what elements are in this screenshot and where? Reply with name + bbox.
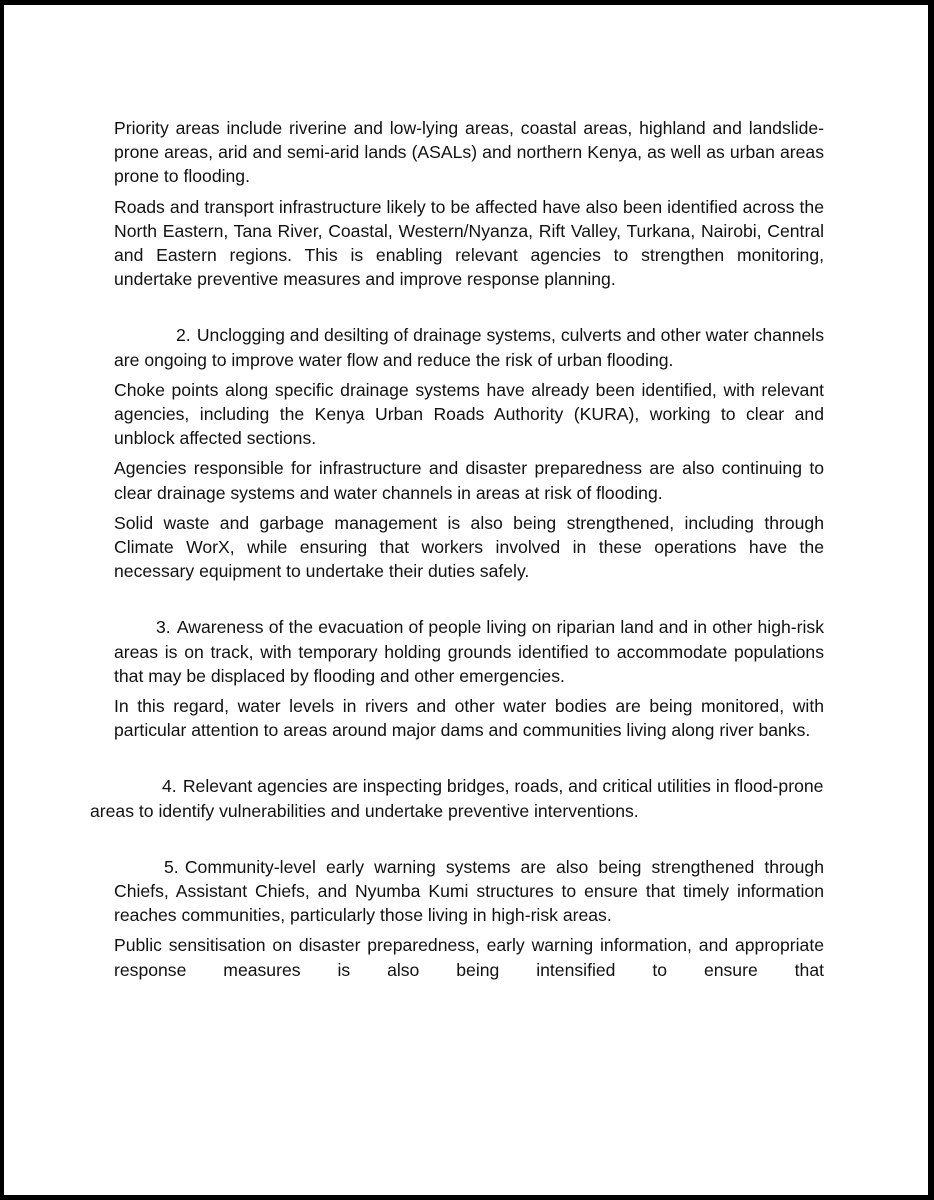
paragraph-text: Roads and transport infrastructure likely to be affected have also been identified across the North Eastern, Tana River, Coastal, Western/Nyanza, Rift Valley, Turkana, Nairobi, Central and Eastern regions. This is enabling relevant agencies to strengthen monitoring, undertake preventive measures and improve response planning. bbox=[114, 196, 824, 290]
paragraph-text: Unclogging and desilting of drainage systems, culverts and other water channels are ongoing to improve water flow and reduce the risk of urban flooding. bbox=[114, 325, 824, 370]
paragraph-text: Community-level early warning systems are also being strengthened through Chiefs, Assistant Chiefs, and Nyumba Kumi structures to ensure that timely information reaches communities, particularly those living in high-risk areas. bbox=[114, 856, 824, 926]
paragraph-text: Public sensitisation on disaster preparedness, early warning information, and appropriate response measures is also being intensified to ensure that bbox=[114, 935, 824, 980]
list-number: 4. bbox=[162, 776, 177, 797]
document-body bbox=[90, 116, 824, 982]
list-item-3 bbox=[114, 615, 824, 688]
paragraph-text: Awareness of the evacuation of people living on riparian land and in other high-risk areas is on track, with temporary holding grounds identified to accommodate populations that may be displaced by flooding and other emergencies. bbox=[114, 617, 824, 686]
list-number: 3. bbox=[156, 617, 171, 638]
paragraph-text: Choke points along specific drainage systems have already been identified, with relevant agencies, including the Kenya Urban Roads Authority (KURA), working to clear and unblock affected sections. bbox=[114, 379, 824, 449]
paragraph-text: Agencies responsible for infrastructure and disaster preparedness are also continuing to clear drainage systems and water channels in areas at risk of flooding. bbox=[114, 458, 824, 503]
list-item-4 bbox=[90, 774, 828, 822]
paragraph-text: In this regard, water levels in rivers and other water bodies are being monitored, with particular attention to areas around major dams and communities living along river banks. bbox=[114, 696, 824, 741]
paragraph-roads-transport bbox=[114, 195, 824, 292]
paragraph-agencies-clearing bbox=[114, 456, 824, 504]
list-number: 5. bbox=[164, 856, 179, 877]
document-page bbox=[4, 5, 928, 1195]
list-item-5 bbox=[114, 855, 824, 928]
paragraph-public-sensitisation bbox=[114, 933, 824, 981]
paragraph-priority-areas bbox=[114, 116, 824, 189]
paragraph-text: Relevant agencies are inspecting bridges, roads, and critical utilities in flood-prone areas to identify vulnerabilities and undertake preventive interventions. bbox=[90, 776, 824, 821]
paragraph-water-levels bbox=[114, 694, 824, 742]
paragraph-text: Solid waste and garbage management is also being strengthened, including through Climate WorX, while ensuring that workers involved in these operations have the necessary equipment to undertake their duties safely. bbox=[114, 512, 824, 582]
list-number: 2. bbox=[176, 325, 191, 346]
paragraph-solid-waste bbox=[114, 511, 824, 584]
list-item-2 bbox=[114, 323, 824, 371]
paragraph-choke-points bbox=[114, 378, 824, 451]
paragraph-text: Priority areas include riverine and low-lying areas, coastal areas, highland and landslide-prone areas, arid and semi-arid lands (ASALs) and northern Kenya, as well as urban areas prone to flooding. bbox=[114, 118, 824, 187]
